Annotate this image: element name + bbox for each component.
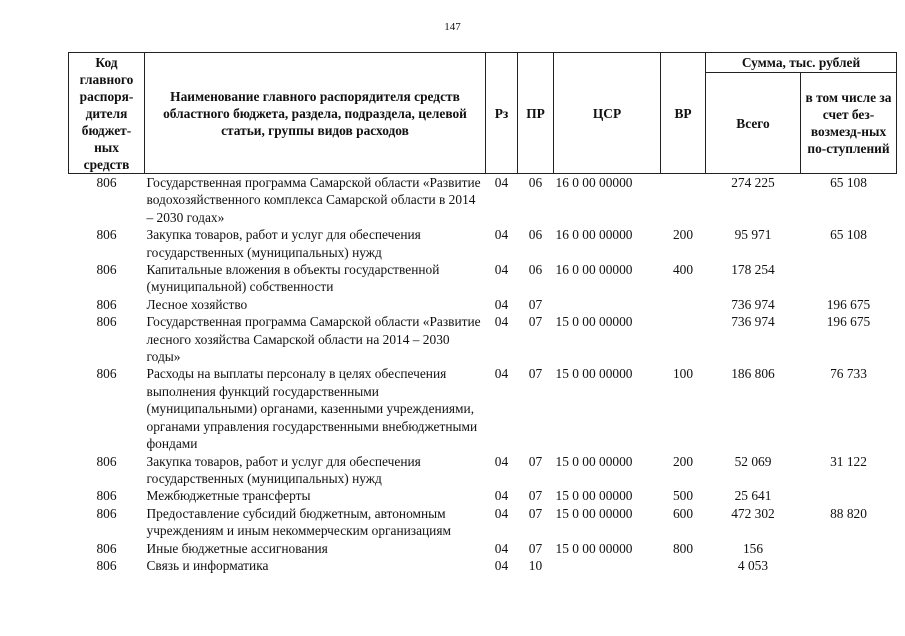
row-total: 178 254 xyxy=(731,262,775,278)
row-vr: 400 xyxy=(672,262,694,278)
row-code: 806 xyxy=(96,227,117,243)
row-csr: 16 0 00 00000 xyxy=(555,175,633,190)
row-free xyxy=(801,261,897,296)
table-row xyxy=(69,174,897,227)
row-pr: 06 xyxy=(528,175,543,190)
row-pr: 06 xyxy=(528,262,543,278)
row-csr: 15 0 00 00000 xyxy=(555,505,633,521)
row-code: 806 xyxy=(96,540,117,556)
row-total: 25 641 xyxy=(734,488,772,504)
row-csr: 15 0 00 00000 xyxy=(555,366,633,382)
row-vr xyxy=(661,313,706,365)
row-total: 186 806 xyxy=(731,366,775,382)
row-total: 472 302 xyxy=(731,505,775,521)
row-csr xyxy=(554,557,661,574)
row-name: Иные бюджетные ассигнования xyxy=(146,540,328,556)
row-free: 196 675 xyxy=(826,296,871,312)
row-csr: 15 0 00 00000 xyxy=(555,453,633,469)
header-vr: ВР xyxy=(661,53,706,174)
row-free xyxy=(801,557,897,574)
row-name: Связь и информатика xyxy=(146,557,269,573)
row-code: 806 xyxy=(96,488,117,504)
row-vr: 200 xyxy=(672,227,694,243)
row-rz: 04 xyxy=(494,262,509,278)
row-free: 65 108 xyxy=(830,227,867,243)
row-rz: 04 xyxy=(494,296,509,312)
row-total: 156 xyxy=(742,540,764,556)
row-code: 806 xyxy=(96,314,117,330)
row-vr: 600 xyxy=(672,505,694,521)
row-total: 736 974 xyxy=(731,296,775,312)
table-row xyxy=(69,487,897,504)
row-csr: 16 0 00 00000 xyxy=(555,227,633,243)
row-code: 806 xyxy=(96,175,117,190)
header-total: Всего xyxy=(706,73,801,174)
row-pr: 07 xyxy=(528,296,543,312)
table-row xyxy=(69,365,897,452)
row-vr: 200 xyxy=(672,453,694,469)
row-free: 196 675 xyxy=(826,314,871,330)
row-pr: 10 xyxy=(528,557,543,573)
row-code: 806 xyxy=(96,557,117,573)
row-pr: 07 xyxy=(528,314,543,330)
row-name: Капитальные вложения в объекты государственной (муниципальной) собственности xyxy=(146,262,440,295)
table-row xyxy=(69,261,897,296)
row-total: 4 053 xyxy=(737,557,769,573)
row-total: 95 971 xyxy=(734,227,772,243)
table-body xyxy=(69,174,897,575)
row-free: 88 820 xyxy=(830,505,867,521)
row-rz: 04 xyxy=(494,366,509,382)
row-code: 806 xyxy=(96,296,117,312)
page-number: 147 xyxy=(444,21,461,33)
row-csr: 15 0 00 00000 xyxy=(555,540,633,556)
header-pr: ПР xyxy=(518,53,554,174)
row-name: Государственная программа Самарской области «Развитие водохозяйственного комплекса Самарской области в 2014 – 2030 годах» xyxy=(146,175,481,225)
row-name: Государственная программа Самарской области «Развитие лесного хозяйства Самарской области на 2014 – 2030 годы» xyxy=(146,314,481,365)
row-pr: 07 xyxy=(528,453,543,469)
header-free: в том числе за счет без-возмезд-ных по-ступлений xyxy=(801,73,897,174)
row-rz: 04 xyxy=(494,540,509,556)
header-rz: Рз xyxy=(486,53,518,174)
table-row xyxy=(69,557,897,574)
row-csr: 15 0 00 00000 xyxy=(555,488,633,504)
header-csr: ЦСР xyxy=(554,53,661,174)
row-vr: 100 xyxy=(672,366,694,382)
table-row xyxy=(69,296,897,313)
row-code: 806 xyxy=(96,505,117,521)
row-code: 806 xyxy=(96,262,117,278)
table-header xyxy=(69,53,897,174)
header-code: Код главного распоря-дителя бюджет-ных средств xyxy=(69,53,145,174)
row-name: Межбюджетные трансферты xyxy=(146,488,311,504)
header-sum: Сумма, тыс. рублей xyxy=(706,53,897,73)
row-total: 274 225 xyxy=(731,175,775,190)
table-row xyxy=(69,226,897,261)
row-pr: 07 xyxy=(528,540,543,556)
row-rz: 04 xyxy=(494,453,509,469)
table-row xyxy=(69,540,897,557)
row-name: Лесное хозяйство xyxy=(146,296,248,312)
row-vr: 800 xyxy=(672,540,694,556)
table-row xyxy=(69,453,897,488)
row-csr xyxy=(554,296,661,313)
row-rz: 04 xyxy=(494,175,509,190)
row-csr: 16 0 00 00000 xyxy=(555,262,633,278)
row-vr xyxy=(661,174,706,227)
table-row xyxy=(69,505,897,540)
row-code: 806 xyxy=(96,453,117,469)
row-vr: 500 xyxy=(672,488,694,504)
row-rz: 04 xyxy=(494,227,509,243)
header-name: Наименование главного распорядителя средств областного бюджета, раздела, подраздела, целевой статьи, группы видов расходов xyxy=(145,53,486,174)
row-vr xyxy=(661,296,706,313)
row-name: Закупка товаров, работ и услуг для обеспечения государственных (муниципальных) нужд xyxy=(146,453,421,486)
row-free: 31 122 xyxy=(830,453,867,469)
row-name: Закупка товаров, работ и услуг для обеспечения государственных (муниципальных) нужд xyxy=(146,227,421,260)
row-free xyxy=(801,487,897,504)
row-pr: 07 xyxy=(528,505,543,521)
budget-table xyxy=(68,52,897,574)
row-name: Предоставление субсидий бюджетным, автономным учреждениям и иным некоммерческим организациям xyxy=(146,505,451,539)
row-vr xyxy=(661,557,706,574)
table-row xyxy=(69,313,897,365)
row-csr: 15 0 00 00000 xyxy=(555,314,633,330)
row-code: 806 xyxy=(96,366,117,382)
row-pr: 07 xyxy=(528,488,543,504)
row-total: 736 974 xyxy=(731,314,775,330)
row-free: 76 733 xyxy=(830,366,867,382)
row-rz: 04 xyxy=(494,488,509,504)
row-name: Расходы на выплаты персоналу в целях обеспечения выполнения функций государственными (муниципальными) органами, казенными учреждениями, органами управления государственными внебюджетными фондами xyxy=(146,366,478,452)
row-free: 65 108 xyxy=(830,175,867,190)
row-rz: 04 xyxy=(494,557,509,573)
row-pr: 06 xyxy=(528,227,543,243)
row-pr: 07 xyxy=(528,366,543,382)
row-rz: 04 xyxy=(494,314,509,330)
row-free xyxy=(801,540,897,557)
row-total: 52 069 xyxy=(734,453,772,469)
row-rz: 04 xyxy=(494,505,509,521)
